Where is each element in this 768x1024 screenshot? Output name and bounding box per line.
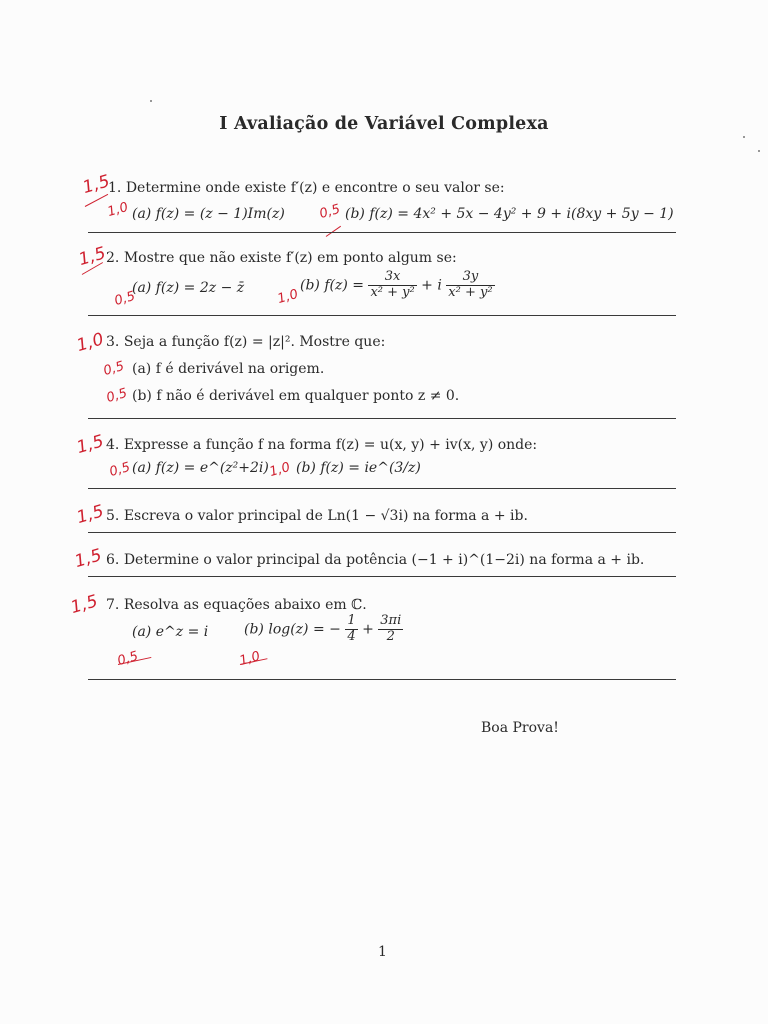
item-b-grade: 1,0 [267, 459, 292, 480]
question-prompt: Mostre que não existe f′(z) em ponto algum se: [123, 250, 457, 266]
question-grade: 1,0 [74, 329, 106, 356]
item-a-grade: 1,0 [105, 199, 130, 220]
item-b-grade: 0,5 [317, 201, 342, 222]
fraction [368, 270, 416, 301]
item-a: (a) f(z) = 2z − z̄ [132, 280, 245, 296]
fraction [446, 270, 494, 301]
section-divider [88, 679, 676, 680]
item-b [300, 270, 495, 301]
fraction-numerator: 3πi [380, 613, 402, 628]
fraction-denominator: x² + y² [448, 284, 493, 300]
item-b-lhs: (b) log(z) = − [244, 621, 341, 638]
section-divider [88, 532, 676, 533]
question-prompt: Determine o valor principal da potência (−1 + i)^(1−2i) na forma a + ib. [123, 552, 645, 568]
question-prompt: Determine onde existe f′(z) e encontre o seu valor se: [125, 180, 505, 196]
fraction-denominator: 4 [347, 628, 356, 644]
question-prompt: Expresse a função f na forma f(z) = u(x, y) + iv(x, y) onde: [123, 437, 538, 453]
item-b [244, 614, 403, 645]
scan-speck [150, 100, 152, 102]
question-grade: 1,5 [74, 501, 106, 528]
question-prompt: Escreva o valor principal de Ln(1 − √3i) na forma a + ib. [123, 508, 528, 524]
item-a: (a) f é derivável na origem. [132, 361, 325, 377]
section-divider [88, 418, 676, 419]
fraction-denominator: 2 [386, 628, 395, 644]
scan-speck [758, 150, 760, 152]
item-b-grade: 1,0 [275, 286, 300, 307]
item-b-grade: 0,5 [104, 385, 129, 406]
question-grade: 1,5 [76, 243, 108, 270]
item-a-grade: 0,5 [107, 459, 132, 480]
item-b: (b) f não é derivável em qualquer ponto z ≠ 0. [132, 388, 460, 404]
item-a: (a) f(z) = e^(z²+2i) [132, 460, 269, 476]
page-title: I Avaliação de Variável Complexa [219, 114, 549, 134]
page-number: 1 [378, 944, 387, 960]
item-a-grade: 0,5 [101, 358, 126, 379]
item-b-grade: 1,0 [237, 648, 262, 669]
question-number: 6. [106, 552, 120, 568]
question-number: 4. [106, 437, 120, 453]
section-divider [88, 232, 676, 233]
question-number: 5. [106, 508, 120, 524]
question-prompt: Seja a função f(z) = |z|². Mostre que: [123, 334, 386, 350]
question-number: 3. [106, 334, 120, 350]
section-divider [88, 315, 676, 316]
fraction [378, 614, 403, 645]
question-prompt: Resolva as equações abaixo em ℂ. [123, 597, 367, 613]
fraction-denominator: x² + y² [370, 284, 415, 300]
question-number: 1. [108, 180, 122, 196]
fraction-numerator: 1 [347, 613, 356, 628]
fraction-numerator: 3y [446, 270, 494, 286]
operator: + i [421, 277, 442, 294]
operator: + [362, 621, 374, 638]
section-divider [88, 488, 676, 489]
item-b-lhs: (b) f(z) = [300, 277, 364, 294]
fraction [345, 614, 357, 645]
question-grade: 1,5 [68, 591, 100, 618]
question-number: 2. [106, 250, 120, 266]
question-grade: 1,5 [80, 171, 112, 198]
closing-message: Boa Prova! [481, 720, 559, 736]
question-number: 7. [106, 597, 120, 613]
item-a-grade: 0,5 [115, 648, 140, 669]
question-grade: 1,5 [72, 545, 104, 572]
item-b: (b) f(z) = 4x² + 5x − 4y² + 9 + i(8xy + 5y − 1) [345, 206, 674, 222]
fraction-numerator: 3x [368, 270, 416, 286]
item-b: (b) f(z) = ie^(3/z) [296, 460, 421, 476]
scan-speck [743, 136, 745, 138]
item-a-grade: 0,5 [112, 288, 137, 309]
question-grade: 1,5 [74, 431, 106, 458]
item-a: (a) e^z = i [132, 624, 209, 640]
item-a: (a) f(z) = (z − 1)Im(z) [132, 206, 285, 222]
section-divider [88, 576, 676, 577]
